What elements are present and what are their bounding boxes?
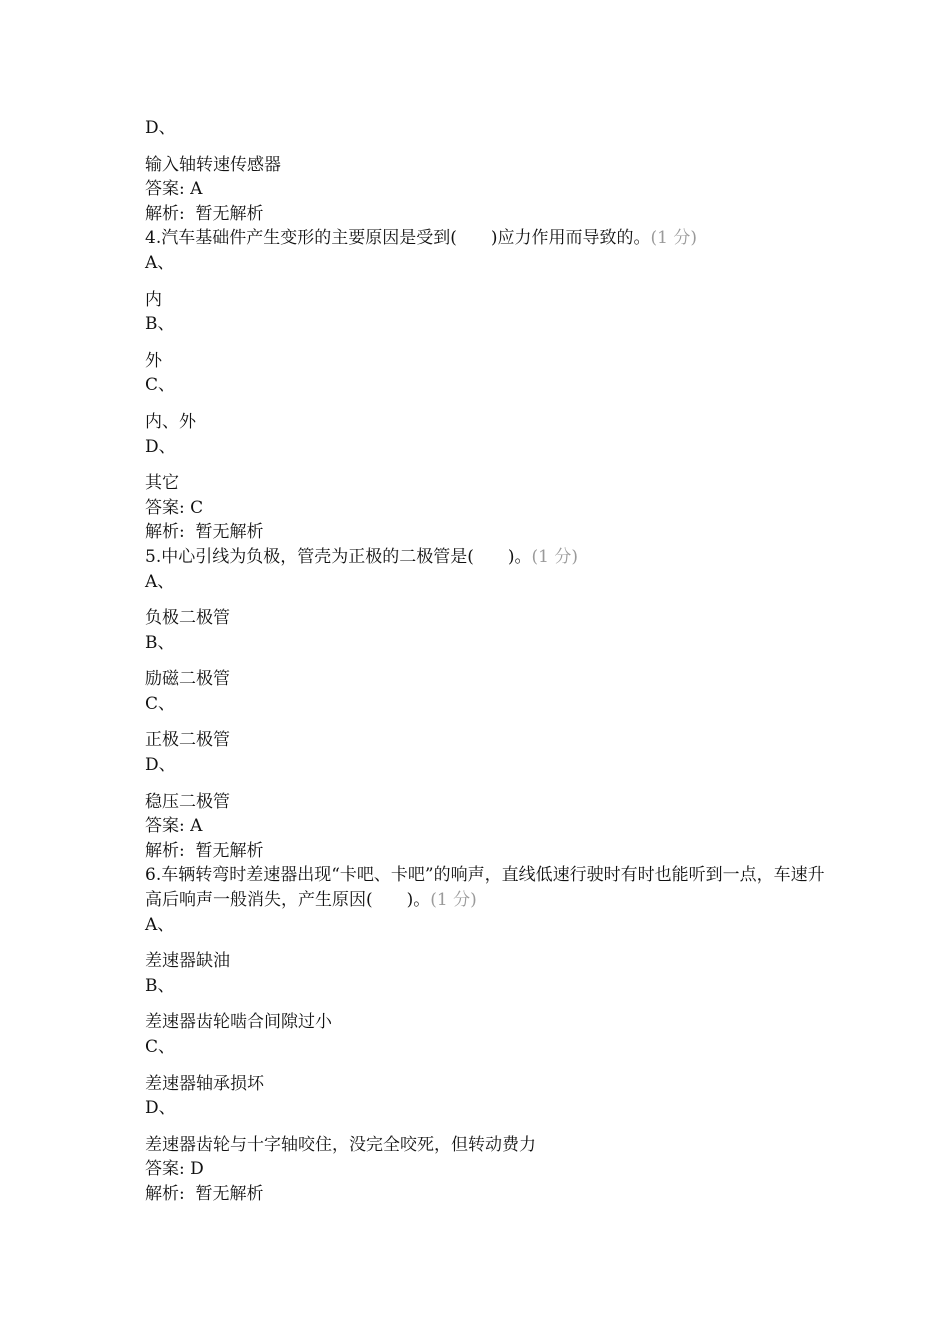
- option-text: 内、外: [145, 411, 196, 432]
- option-label: B、: [145, 632, 175, 653]
- question-score: (1 分): [430, 890, 477, 911]
- option-text: 差速器缺油: [145, 951, 230, 972]
- analysis: 解析: 暂无解析: [145, 840, 264, 861]
- option-label: B、: [145, 975, 175, 996]
- option-label: D、: [145, 436, 176, 457]
- option-label: C、: [145, 375, 176, 396]
- option-text: 差速器轴承损坏: [145, 1073, 264, 1094]
- question-stem: [145, 226, 825, 251]
- question-stem: [145, 545, 825, 570]
- option-label: A、: [145, 914, 175, 935]
- analysis: 解析: 暂无解析: [145, 1183, 264, 1204]
- option-text: 输入轴转速传感器: [145, 154, 281, 175]
- option-label: D、: [145, 755, 176, 776]
- option-text: 差速器齿轮与十字轴咬住，没完全咬死，但转动费力: [145, 1134, 536, 1155]
- option-text: 内: [145, 289, 162, 310]
- option-text: 外: [145, 350, 162, 371]
- analysis: 解析: 暂无解析: [145, 522, 264, 543]
- question-3-tail: [145, 116, 825, 226]
- answer: 答案: D: [145, 1159, 204, 1180]
- option-label: D、: [145, 118, 176, 138]
- option-text: 正极二极管: [145, 730, 230, 751]
- answer: 答案: A: [145, 179, 203, 200]
- question-score: (1 分): [650, 228, 697, 249]
- question-list: [145, 116, 825, 1207]
- analysis: 解析: 暂无解析: [145, 203, 264, 224]
- question-stem-text: 5.中心引线为负极，管壳为正极的二极管是( )。: [145, 546, 532, 567]
- question-6: [145, 863, 825, 1206]
- question-stem-text: 4.汽车基础件产生变形的主要原因是受到( )应力作用而导致的。: [145, 228, 651, 249]
- question-score: (1 分): [531, 546, 578, 567]
- option-text: 其它: [145, 473, 179, 494]
- option-text: 负极二极管: [145, 608, 230, 629]
- option-label: A、: [145, 252, 175, 273]
- option-text: 差速器齿轮啮合间隙过小: [145, 1012, 332, 1033]
- question-stem: [145, 863, 825, 912]
- option-label: C、: [145, 1037, 176, 1057]
- answer: 答案: C: [145, 497, 204, 518]
- option-label: D、: [145, 1098, 176, 1119]
- answer: 答案: A: [145, 816, 203, 837]
- option-label: A、: [145, 571, 175, 592]
- option-label: B、: [145, 314, 175, 335]
- option-text: 励磁二极管: [145, 669, 230, 690]
- option-text: 稳压二极管: [145, 791, 230, 812]
- question-5: [145, 545, 825, 864]
- question-4: [145, 226, 825, 545]
- question-stem-text: 6.车辆转弯时差速器出现“卡吧、卡吧”的响声，直线低速行驶时有时也能听到一点，车速升高后响声一般消失，产生原因( )。: [145, 865, 825, 911]
- option-label: C、: [145, 693, 176, 714]
